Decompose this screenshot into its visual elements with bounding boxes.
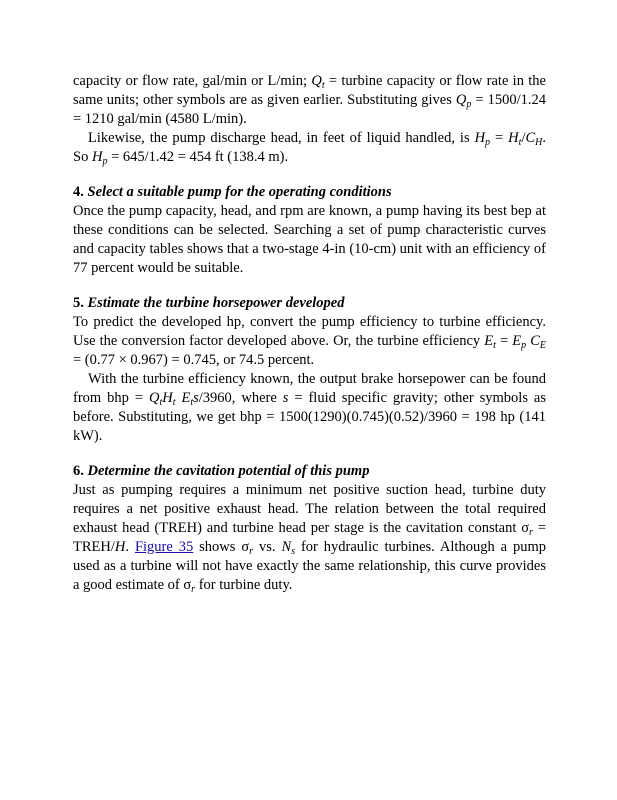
text: = turbine capacity or flow rate in the same units; other symbols are as given earlier. Substituting gives: [73, 73, 546, 108]
variable: N: [281, 539, 292, 555]
text: shows σ: [193, 539, 250, 555]
subscript: t: [172, 397, 176, 408]
text: Likewise, the pump discharge head, in feet of liquid handled, is: [88, 130, 475, 146]
section-5-heading: [73, 294, 546, 313]
variable: Q: [311, 73, 322, 89]
text: =: [490, 130, 509, 146]
text: . So: [73, 130, 546, 165]
variable: H: [91, 149, 103, 165]
subscript: t: [321, 80, 325, 91]
subscript: t: [190, 397, 194, 408]
text: for turbine duty.: [195, 577, 293, 593]
variable: E: [181, 390, 191, 406]
text: = (0.77 × 0.967) = 0.745, or 74.5 percent.: [73, 352, 315, 368]
text: = 645/1.42 = 454 ft (138.4 m).: [107, 149, 289, 165]
subscript: t: [159, 397, 163, 408]
text: =: [495, 333, 513, 349]
section-number: 5.: [73, 295, 84, 311]
section-4-body: Once the pump capacity, head, and rpm are known, a pump having its best bep at these conditions can be selected. Searching a set of pump characteristic curves and capacity tables shows that a two-stage 4-in (10-cm) unit with an efficiency of 77 percent would be suitable.: [73, 203, 546, 276]
subscript: t: [518, 137, 522, 148]
subscript: E: [539, 340, 546, 351]
text: /: [521, 130, 526, 146]
figure-35-link[interactable]: Figure 35: [134, 539, 194, 555]
subscript: r: [249, 546, 254, 557]
text: = 1500/1.24 = 1210 gal/min (4580 L/min).: [73, 92, 546, 127]
section-6-heading: [73, 462, 546, 481]
variable: E: [484, 333, 494, 349]
subscript: p: [521, 340, 527, 351]
section-6-body: [73, 481, 546, 595]
subscript: r: [191, 584, 196, 595]
text: vs.: [253, 539, 282, 555]
variable: H: [474, 130, 486, 146]
section-4-heading: [73, 183, 546, 202]
text: capacity or flow rate, gal/min or L/min;: [73, 73, 312, 89]
variable: E: [512, 333, 522, 349]
section-title: Estimate the turbine horsepower developed: [87, 295, 345, 311]
paragraph-discharge-head: [73, 129, 546, 167]
subscript: p: [485, 137, 491, 148]
document-page: [73, 72, 546, 595]
subscript: p: [102, 156, 108, 167]
section-title: Determine the cavitation potential of this pump: [87, 463, 370, 479]
text: for hydraulic turbines. Although a pump used as a turbine will not have exactly the same relationship, this curve provides a good estimate of σ: [73, 539, 547, 593]
variable: s: [193, 390, 199, 406]
section-number: 6.: [73, 463, 84, 479]
variable: H: [508, 130, 519, 146]
subscript: r: [529, 527, 533, 538]
section-number: 4.: [73, 184, 84, 200]
subscript: t: [493, 340, 496, 351]
variable: H: [162, 390, 173, 406]
text: = fluid specific gravity; other symbols as before. Substituting, we get bhp = 1500(1290)(0.745)(0.52)/3960 = 198 hp (141 kW).: [73, 390, 547, 444]
text: = TREH/: [73, 520, 547, 555]
variable: s: [282, 390, 289, 406]
paragraph-continuation: [73, 72, 546, 129]
subscript: H: [535, 137, 543, 148]
text: .: [125, 539, 135, 555]
variable: C: [525, 130, 536, 146]
text: To predict the developed hp, convert the pump efficiency to turbine efficiency. Use the conversion factor developed above. Or, the turbine efficiency: [73, 314, 546, 349]
variable: Q: [455, 92, 467, 108]
text: Just as pumping requires a minimum net positive suction head, turbine duty requires a net positive exhaust head. The relation between the total required exhaust head (TREH) and turbine head per stage is the cavitation constant σ: [73, 482, 546, 536]
subscript: s: [291, 546, 296, 557]
variable: H: [114, 539, 126, 555]
variable: C: [530, 333, 540, 349]
section-5-body-1: [73, 313, 546, 370]
section-5-body-2: [73, 370, 546, 446]
section-title: Select a suitable pump for the operating conditions: [87, 184, 392, 200]
variable: Q: [148, 390, 160, 406]
text: /3960, where: [198, 390, 283, 406]
text: With the turbine efficiency known, the output brake horsepower can be found from bhp =: [73, 371, 546, 406]
subscript: p: [466, 99, 472, 110]
